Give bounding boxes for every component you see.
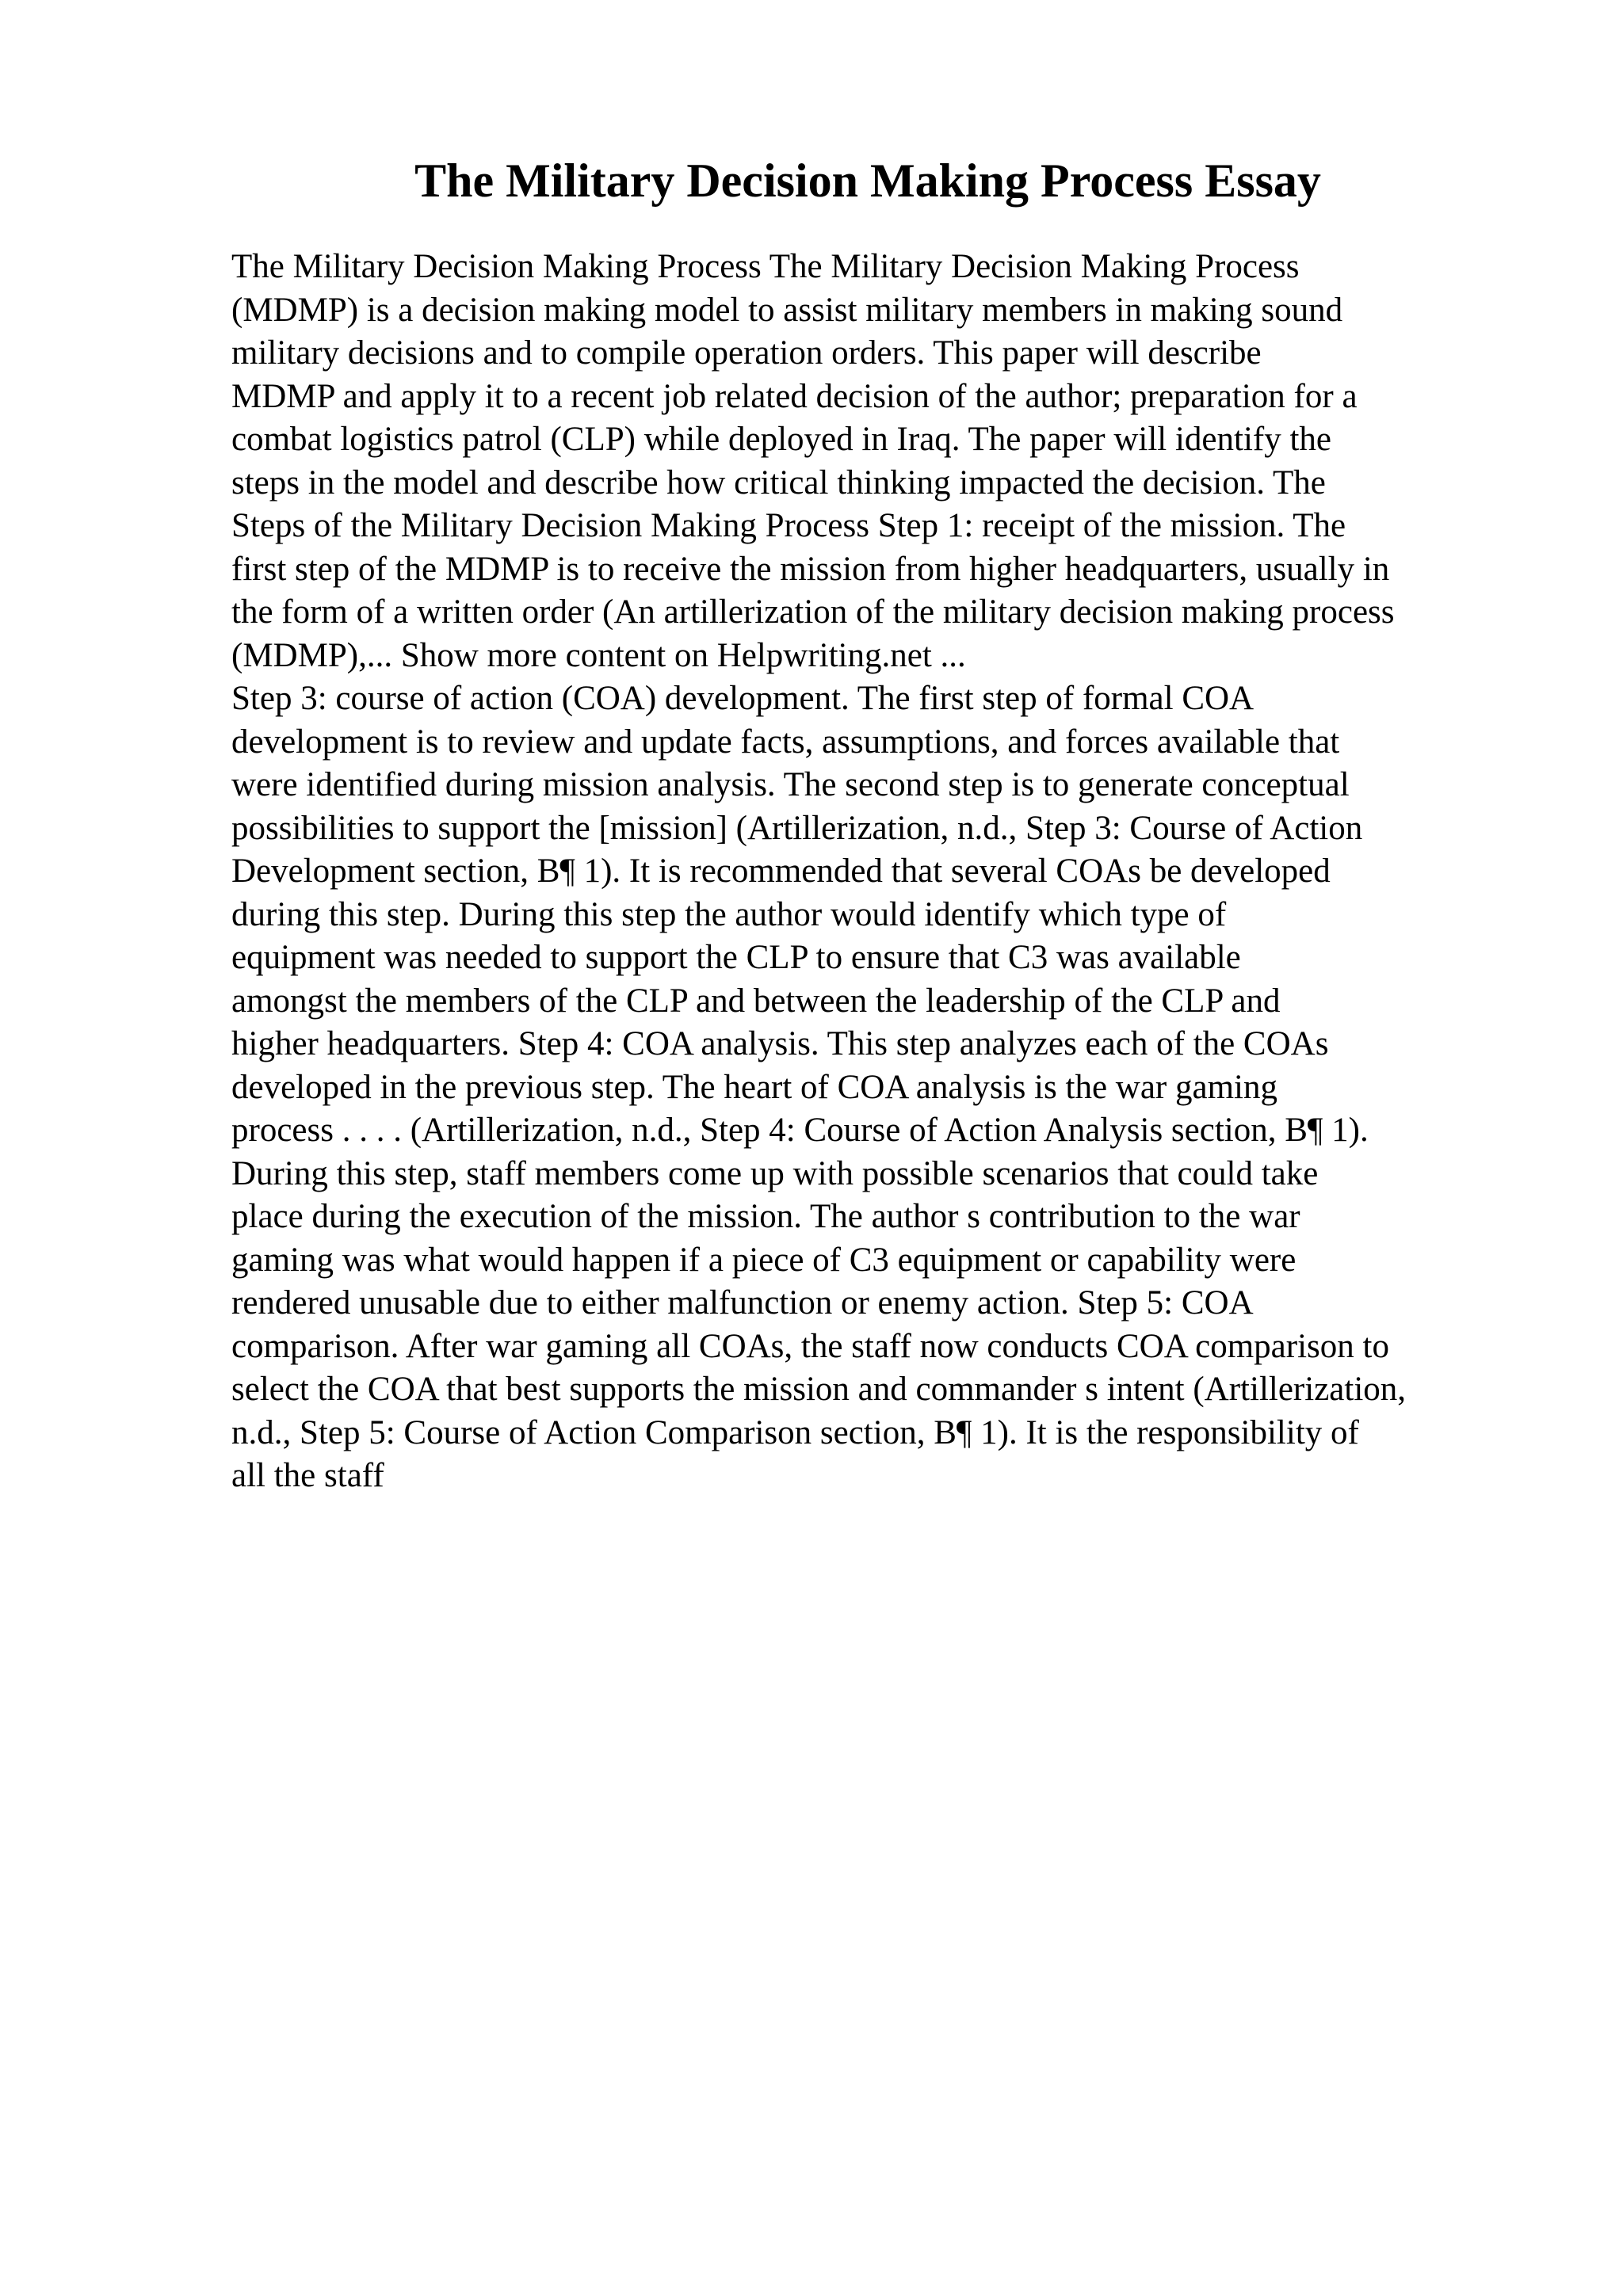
text-line: MDMP and apply it to a recent job related decision of the author; preparation for a (231, 377, 1358, 415)
text-line: comparison. After war gaming all COAs, the staff now conducts COA comparison to (231, 1327, 1389, 1365)
text-line: Step 3: course of action (COA) development. The first step of formal COA (231, 680, 1254, 717)
text-line: place during the execution of the mission. The author s contribution to the war (231, 1198, 1300, 1235)
text-line: possibilities to support the [mission] (Artillerization, n.d., Step 3: Course of Action (231, 809, 1363, 847)
page-title: The Military Decision Making Process Essay (414, 154, 1321, 207)
text-line: process . . . . (Artillerization, n.d., Step 4: Course of Action Analysis section, B¶ 1). (231, 1112, 1369, 1149)
text-line: n.d., Step 5: Course of Action Comparison section, B¶ 1). It is the responsibility of (231, 1413, 1359, 1451)
text-line: amongst the members of the CLP and between the leadership of the CLP and (231, 982, 1281, 1020)
text-line: select the COA that best supports the mission and commander s intent (Artillerization, (231, 1371, 1407, 1408)
text-line: Development section, B¶ 1). It is recommended that several COAs be developed (231, 852, 1331, 890)
text-line: Steps of the Military Decision Making Process Step 1: receipt of the mission. The (231, 507, 1346, 544)
essay-body (231, 246, 1623, 1498)
text-line: The Military Decision Making Process The Military Decision Making Process (231, 248, 1300, 285)
text-line: equipment was needed to support the CLP to ensure that C3 was available (231, 939, 1241, 976)
text-line: (MDMP),... Show more content on Helpwriting.net ... (231, 636, 966, 674)
text-line: combat logistics patrol (CLP) while deployed in Iraq. The paper will identify the (231, 421, 1332, 458)
text-line: gaming was what would happen if a piece of C3 equipment or capability were (231, 1241, 1296, 1279)
text-line: all the staff (231, 1457, 384, 1494)
text-line: (MDMP) is a decision making model to assist military members in making sound (231, 291, 1343, 329)
text-line: steps in the model and describe how critical thinking impacted the decision. The (231, 463, 1326, 502)
text-line: were identified during mission analysis. The second step is to generate conceptual (231, 766, 1350, 803)
text-line: the form of a written order (An artillerization of the military decision making process (231, 593, 1395, 631)
text-line: during this step. During this step the author would identify which type of (231, 895, 1227, 933)
text-line: military decisions and to compile operation orders. This paper will describe (231, 334, 1262, 372)
text-line: first step of the MDMP is to receive the mission from higher headquarters, usually in (231, 550, 1390, 588)
text-line: higher headquarters. Step 4: COA analysis. This step analyzes each of the COAs (231, 1025, 1329, 1062)
text-line: rendered unusable due to either malfunction or enemy action. Step 5: COA (231, 1284, 1254, 1322)
text-line: developed in the previous step. The heart of COA analysis is the war gaming (231, 1068, 1277, 1106)
text-line: development is to review and update facts, assumptions, and forces available that (231, 723, 1340, 761)
text-line: During this step, staff members come up with possible scenarios that could take (231, 1154, 1319, 1192)
